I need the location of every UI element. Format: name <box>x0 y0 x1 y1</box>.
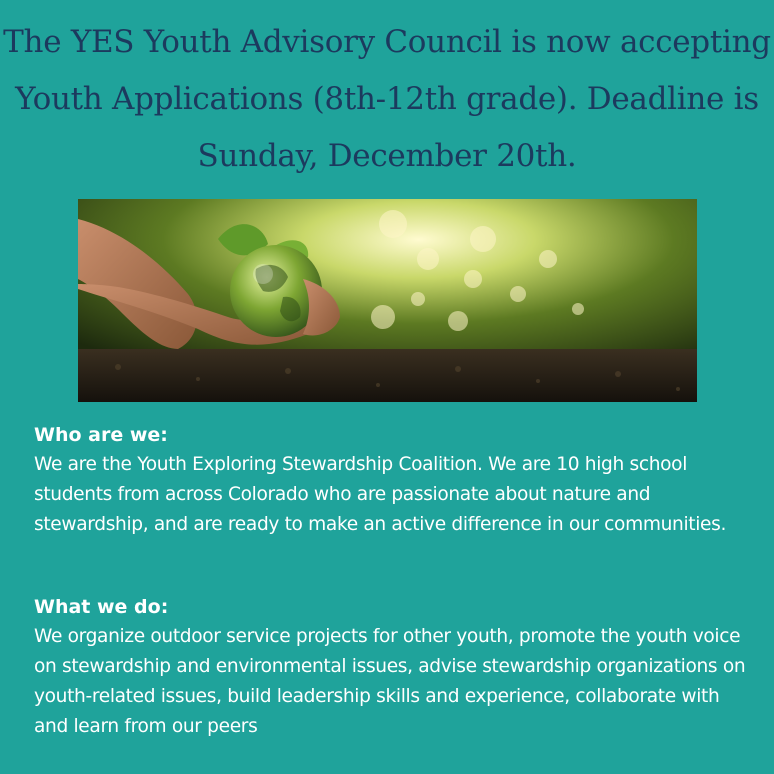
what-we-do-body: We organize outdoor service projects for other youth, promote the youth voice on stewardship and environmental issues, advise stewardship organizations on youth-related issues, build leadership skills and experience, collaborate with and learn from our peers <box>34 626 746 737</box>
headline: The YES Youth Advisory Council is now accepting Youth Applications (8th-12th grade). Deadline is Sunday, December 20th. <box>3 24 771 174</box>
who-are-we-heading: Who are we: <box>34 424 168 446</box>
hands-holding-globe-photo <box>78 199 697 402</box>
what-we-do-section <box>34 592 754 742</box>
who-are-we-body: We are the Youth Exploring Stewardship Coalition. We are 10 high school students from across Colorado who are passionate about nature and stewardship, and are ready to make an active difference in our communities. <box>34 454 727 535</box>
what-we-do-heading: What we do: <box>34 596 169 618</box>
who-are-we-section <box>34 420 754 540</box>
